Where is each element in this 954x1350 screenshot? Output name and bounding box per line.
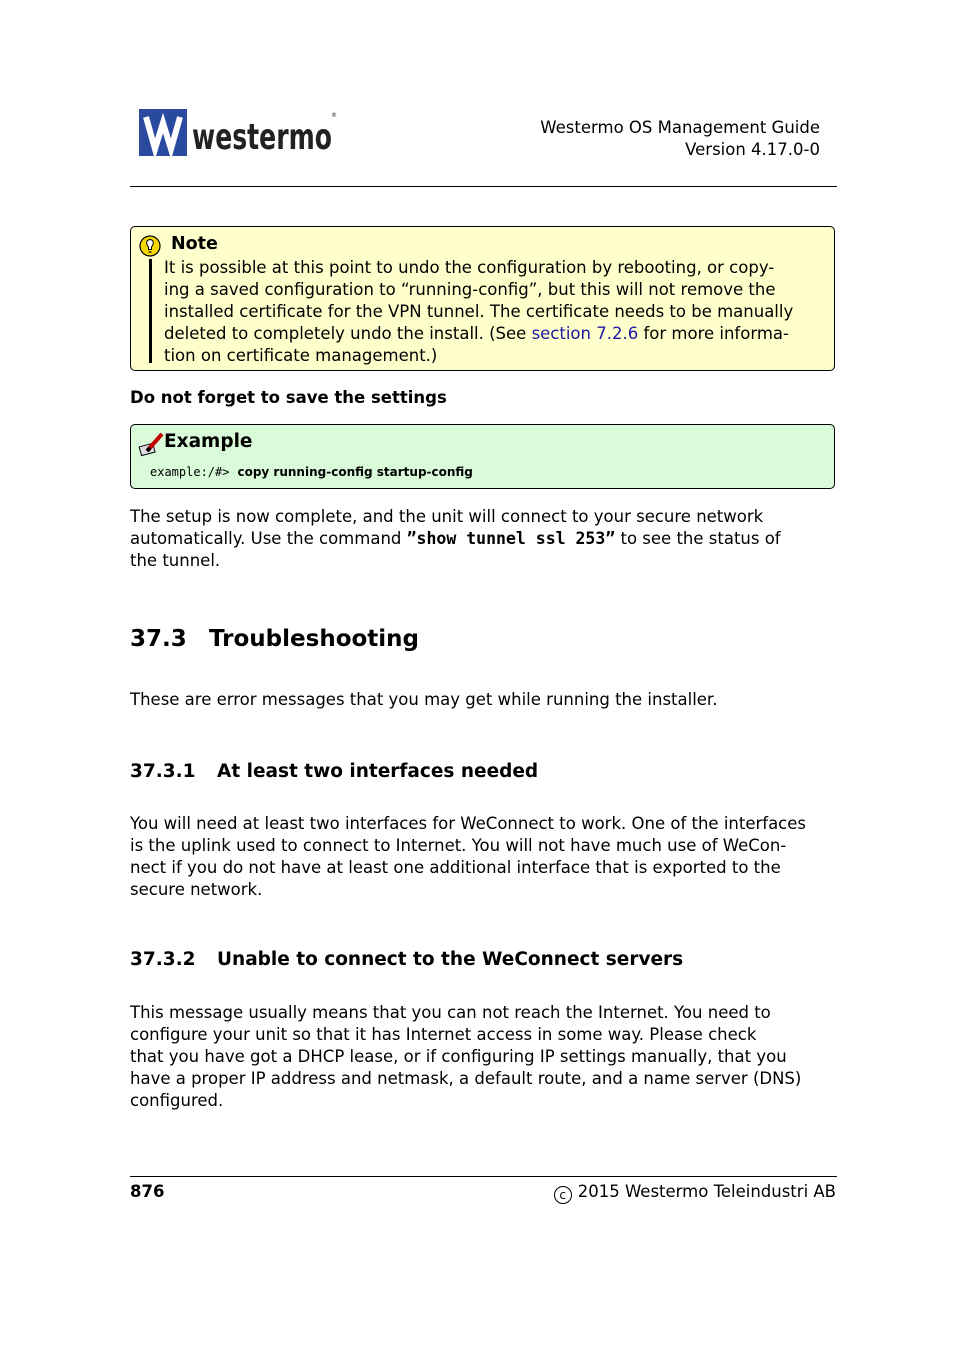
example-code [150,465,473,479]
save-settings-heading: Do not forget to save the settings [130,388,447,407]
note-line: ing a saved configuration to “running-config”, but this will not remove the [164,280,776,299]
copyright-icon: c [554,1186,572,1204]
copyright-text: 2015 Westermo Teleindustri AB [577,1182,836,1201]
paragraph-line: secure network. [130,880,263,899]
note-box [130,226,835,371]
servers-paragraph [130,1002,836,1112]
cli-prompt: example:/#> [150,465,230,479]
section-link[interactable]: section 7.2.6 [531,324,639,343]
section-heading [130,626,419,652]
paragraph-line: This message usually means that you can not reach the Internet. You need to [130,1003,771,1022]
header-rule [130,186,837,187]
svg-text:®: ® [331,112,337,119]
note-line: installed certificate for the VPN tunnel. The certificate needs to be manually [164,302,794,321]
page-number: 876 [130,1182,165,1201]
paragraph-line: the tunnel. [130,551,221,570]
footer-rule [130,1176,837,1177]
note-line [164,323,829,345]
note-text [164,257,829,367]
paragraph-line: is the uplink used to connect to Internet. You will not have much use of WeCon- [130,836,787,855]
note-line-text: deleted to completely undo the install. (See [164,324,532,343]
paragraph-text: to see the status of [615,529,781,548]
paragraph-line: that you have got a DHCP lease, or if configuring IP settings manually, that you [130,1047,787,1066]
paragraph-line: configured. [130,1091,224,1110]
paragraph-text: automatically. Use the command [130,529,407,548]
svg-text:westermo: westermo [192,117,332,158]
cli-command: copy running-config startup-config [237,465,473,479]
subsection-title: Unable to connect to the WeConnect servers [217,949,684,970]
guide-title: Westermo OS Management Guide [540,118,820,137]
paragraph-line: nect if you do not have at least one additional interface that is exported to the [130,858,781,877]
paragraph-line: have a proper IP address and netmask, a default route, and a name server (DNS) [130,1069,802,1088]
paragraph-line: configure your unit so that it has Internet access in some way. Please check [130,1025,757,1044]
note-line-text: for more informa- [638,324,789,343]
guide-version: Version 4.17.0-0 [685,140,820,159]
paragraph-line: You will need at least two interfaces for WeConnect to work. One of the interfaces [130,814,807,833]
example-box [130,424,835,489]
note-line: It is possible at this point to undo the configuration by rebooting, or copy- [164,258,775,277]
subsection-heading [130,949,683,970]
subsection-number: 37.3.2 [130,949,196,970]
inline-command: ”show tunnel ssl 253” [406,529,616,548]
copyright-notice [554,1182,836,1204]
setup-paragraph [130,506,836,572]
westermo-logo [139,109,339,157]
keyboard-pen-icon [137,431,165,459]
section-title: Troubleshooting [209,626,420,652]
intro-paragraph: These are error messages that you may get while running the installer. [130,690,718,709]
interfaces-paragraph [130,813,836,901]
document-header [540,117,820,161]
paragraph-line: The setup is now complete, and the unit will connect to your secure network [130,507,764,526]
subsection-number: 37.3.1 [130,761,196,782]
section-number: 37.3 [130,626,187,652]
note-title: Note [171,234,218,254]
note-line: tion on certificate management.) [164,346,438,365]
subsection-title: At least two interfaces needed [217,761,539,782]
paragraph-line [130,528,836,550]
note-bar [149,259,152,363]
subsection-heading [130,761,538,782]
example-title: Example [164,431,253,452]
lightbulb-icon [139,235,161,257]
